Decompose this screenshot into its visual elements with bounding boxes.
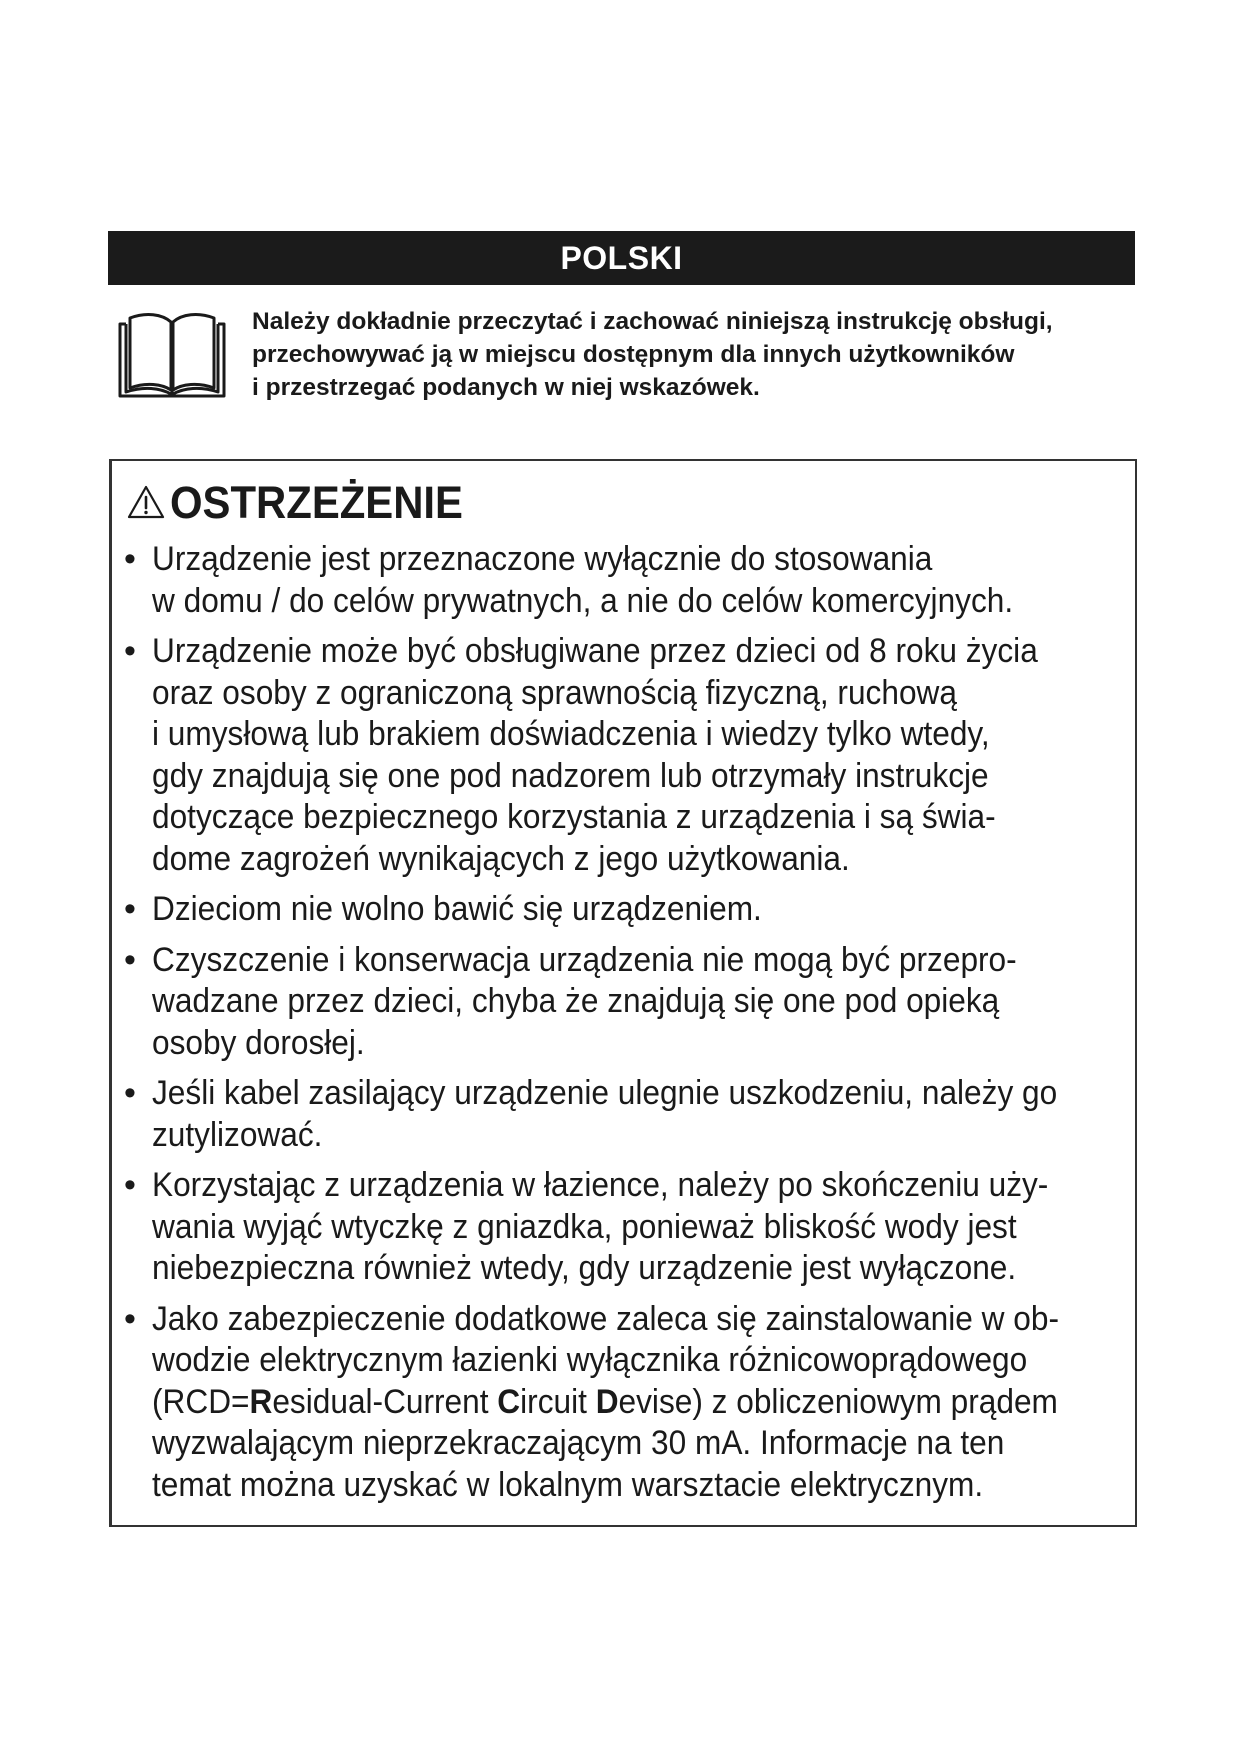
list-item — [124, 1299, 1124, 1507]
bullet-line: Dzieciom nie wolno bawić się urządzeniem. — [152, 890, 762, 928]
bullet-line: w domu / do celów prywatnych, a nie do celów komercyjnych. — [152, 581, 1014, 620]
list-item — [124, 940, 1124, 1065]
bullet-dot: • — [124, 1166, 136, 1204]
warning-triangle-icon — [126, 483, 166, 523]
list-item — [124, 1073, 1124, 1156]
bullet-line: temat można uzyskać w lokalnym warsztacie elektrycznym. — [152, 1465, 984, 1504]
intro-line: i przestrzegać podanych w niej wskazówek. — [252, 374, 760, 401]
intro-line: Należy dokładnie przeczytać i zachować niniejszą instrukcję obsługi, — [252, 308, 1053, 335]
bullet-line: Czyszczenie i konserwacja urządzenia nie mogą być przepro- — [152, 940, 1017, 979]
bullet-line: oraz osoby z ograniczoną sprawnością fizyczną, ruchową — [152, 673, 957, 712]
list-item — [124, 1165, 1124, 1290]
intro-text — [252, 305, 1132, 404]
bullet-line: dome zagrożeń wynikających z jego użytkowania. — [152, 839, 850, 878]
rcd-d-rest: evise) z obliczeniowym prądem — [618, 1382, 1058, 1421]
bullet-line: Urządzenie jest przeznaczone wyłącznie do stosowania — [152, 540, 933, 578]
list-item — [124, 539, 1124, 622]
rcd-d-initial: D — [595, 1382, 619, 1421]
bullet-line: niebezpieczna również wtedy, gdy urządzenie jest wyłączone. — [152, 1249, 1017, 1287]
warning-box — [109, 459, 1137, 1527]
bullet-dot: • — [124, 890, 136, 928]
bullet-line: wyzwalającym nieprzekraczającym 30 mA. Informacje na ten — [152, 1424, 1005, 1462]
rcd-c-rest: ircuit — [520, 1382, 596, 1421]
bullet-line: gdy znajdują się one pod nadzorem lub otrzymały instrukcje — [152, 756, 989, 795]
bullet-line: Jeśli kabel zasilający urządzenie ulegnie uszkodzeniu, należy go — [152, 1074, 1058, 1112]
warning-heading — [126, 475, 485, 531]
intro-line: przechowywać ją w miejscu dostępnym dla innych użytkowników — [252, 341, 1015, 368]
bullet-line: dotyczące bezpiecznego korzystania z urządzenia i są świa- — [152, 798, 996, 836]
bullet-line: i umysłową lub brakiem doświadczenia i wiedzy tylko wtedy, — [152, 715, 990, 753]
bullet-line: Jako zabezpieczenie dodatkowe zaleca się zainstalowanie w ob- — [152, 1299, 1059, 1338]
bullet-line: Urządzenie może być obsługiwane przez dzieci od 8 roku życia — [152, 632, 1038, 670]
list-item — [124, 631, 1124, 880]
bullet-dot: • — [124, 940, 136, 979]
bullet-line: wania wyjąć wtyczkę z gniazdka, ponieważ bliskość wody jest — [152, 1207, 1017, 1246]
list-item — [124, 889, 1124, 931]
rcd-r-initial: R — [249, 1382, 273, 1421]
bullet-dot: • — [124, 1074, 136, 1112]
bullet-dot: • — [124, 1299, 136, 1338]
rcd-r-rest: esidual-Current — [272, 1382, 498, 1421]
language-header: POLSKI — [108, 231, 1135, 285]
warning-title: OSTRZEŻENIE — [170, 477, 463, 528]
bullet-line: Korzystając z urządzenia w łazience, należy po skończeniu uży- — [152, 1166, 1049, 1204]
bullet-line: wadzane przez dzieci, chyba że znajdują się one pod opieką — [152, 982, 1000, 1020]
bullet-dot: • — [124, 540, 136, 578]
open-book-icon — [116, 306, 228, 402]
rcd-prefix: (RCD= — [152, 1382, 250, 1421]
rcd-line — [152, 1382, 1056, 1424]
bullet-dot: • — [124, 632, 136, 670]
bullet-line: zutylizować. — [152, 1115, 323, 1154]
bullet-line: osoby dorosłej. — [152, 1023, 365, 1062]
rcd-c-initial: C — [497, 1382, 521, 1421]
bullet-line: wodzie elektrycznym łazienki wyłącznika różnicowoprądowego — [152, 1341, 1028, 1379]
warning-list — [124, 539, 1124, 1515]
